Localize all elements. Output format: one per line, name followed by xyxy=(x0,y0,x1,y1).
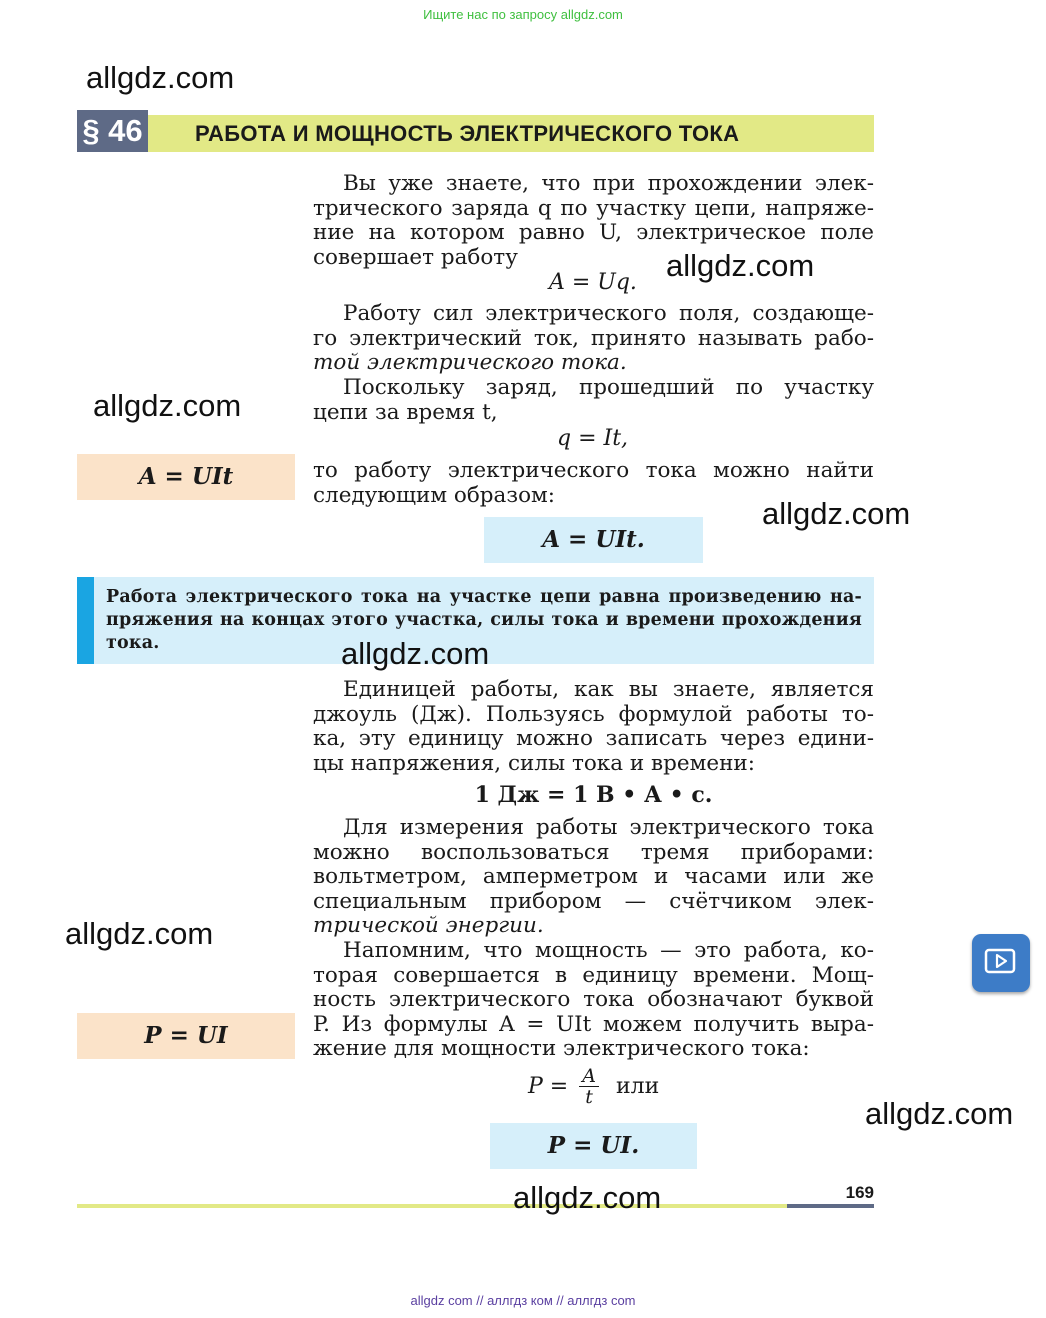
text-line: вольтметром, амперметром и часами или же xyxy=(313,864,874,889)
definition-line: пряжения на концах этого участка, силы тока и времени прохождения xyxy=(106,610,862,630)
text-line: трического заряда q по участку цепи, напряже- xyxy=(313,195,874,221)
bottom-rule-accent xyxy=(787,1204,874,1208)
text-line: следующим образом: xyxy=(313,482,556,508)
text-line: Поскольку заряд, прошедший по участку xyxy=(343,375,874,400)
text-line: джоуль (Дж). Пользуясь формулой работы то- xyxy=(313,701,874,727)
watermark: allgdz.com xyxy=(762,496,911,531)
text-line: го электрический ток, принято называть рабо- xyxy=(313,325,874,351)
formula-a-uq: A = Uq. xyxy=(549,270,637,295)
text-line: ка, эту единицу можно записать через едини- xyxy=(313,726,874,751)
text-line: Работу сил электрического поля, создающе- xyxy=(343,301,874,326)
formula-p-box: P = UI. xyxy=(490,1123,697,1169)
text-line: трической энергии. xyxy=(313,913,544,938)
formula-p-fraction xyxy=(528,1066,659,1107)
text-line: Единицей работы, как вы знаете, является xyxy=(343,677,874,702)
fraction xyxy=(579,1066,599,1107)
text-line: Для измерения работы электрического тока xyxy=(343,815,874,840)
text-line: жение для мощности электрического тока: xyxy=(313,1036,810,1061)
formula-units: 1 Дж = 1 В • А • с. xyxy=(474,782,713,808)
text-line: Напомним, что мощность — это работа, ко- xyxy=(343,938,874,963)
text-line: цепи за время t, xyxy=(313,399,498,425)
watermark: allgdz.com xyxy=(341,636,490,671)
watermark: allgdz.com xyxy=(865,1096,1014,1131)
formula-p-or: или xyxy=(615,1074,660,1099)
watermark: allgdz.com xyxy=(65,916,214,951)
definition-line: Работа электрического тока на участке цепи равна произведению на- xyxy=(106,587,862,607)
text-line: торая совершается в единицу времени. Мощ- xyxy=(313,962,874,988)
formula-q-it: q = It, xyxy=(557,426,629,451)
text-line: можно воспользоваться тремя приборами: xyxy=(313,839,874,865)
definition-accent-bar xyxy=(77,577,94,664)
fraction-numerator: A xyxy=(579,1066,599,1087)
definition-line: тока. xyxy=(106,633,160,653)
watermark: allgdz.com xyxy=(86,60,235,95)
page-number: 169 xyxy=(845,1183,874,1202)
formula-p-lhs: P = xyxy=(528,1074,569,1099)
text-line: цы напряжения, силы тока и времени: xyxy=(313,750,755,776)
watermark: allgdz.com xyxy=(666,248,815,283)
text-line: совершает работу xyxy=(313,244,518,270)
watermark: allgdz.com xyxy=(513,1180,662,1215)
text-line: ность электрического тока обозначают буквой xyxy=(313,987,874,1012)
side-formula-a: A = UIt xyxy=(77,454,295,500)
section-title: РАБОТА И МОЩНОСТЬ ЭЛЕКТРИЧЕСКОГО ТОКА xyxy=(148,115,874,152)
text-line: P. Из формулы A = UIt можем получить выра- xyxy=(313,1011,874,1037)
text-line: той электрического тока. xyxy=(313,350,627,375)
video-button[interactable] xyxy=(972,934,1030,992)
section-number: § 46 xyxy=(77,110,148,152)
formula-a-box: A = UIt. xyxy=(484,517,703,563)
bottom-rule xyxy=(77,1204,787,1208)
fraction-denominator: t xyxy=(585,1086,593,1108)
top-link[interactable]: Ищите нас по запросу allgdz.com xyxy=(423,7,623,22)
watermark: allgdz.com xyxy=(93,388,242,423)
text-line: специальным прибором — счётчиком элек- xyxy=(313,888,874,914)
side-formula-p: P = UI xyxy=(77,1013,295,1059)
text-line: Вы уже знаете, что при прохождении элек- xyxy=(343,171,874,196)
play-video-icon xyxy=(972,934,1030,992)
footer-links[interactable]: allgdz com // аллгдз ком // аллгдз com xyxy=(410,1293,636,1308)
text-line: то работу электрического тока можно найти xyxy=(313,458,874,483)
text-line: ние на котором равно U, электрическое поле xyxy=(313,220,874,245)
